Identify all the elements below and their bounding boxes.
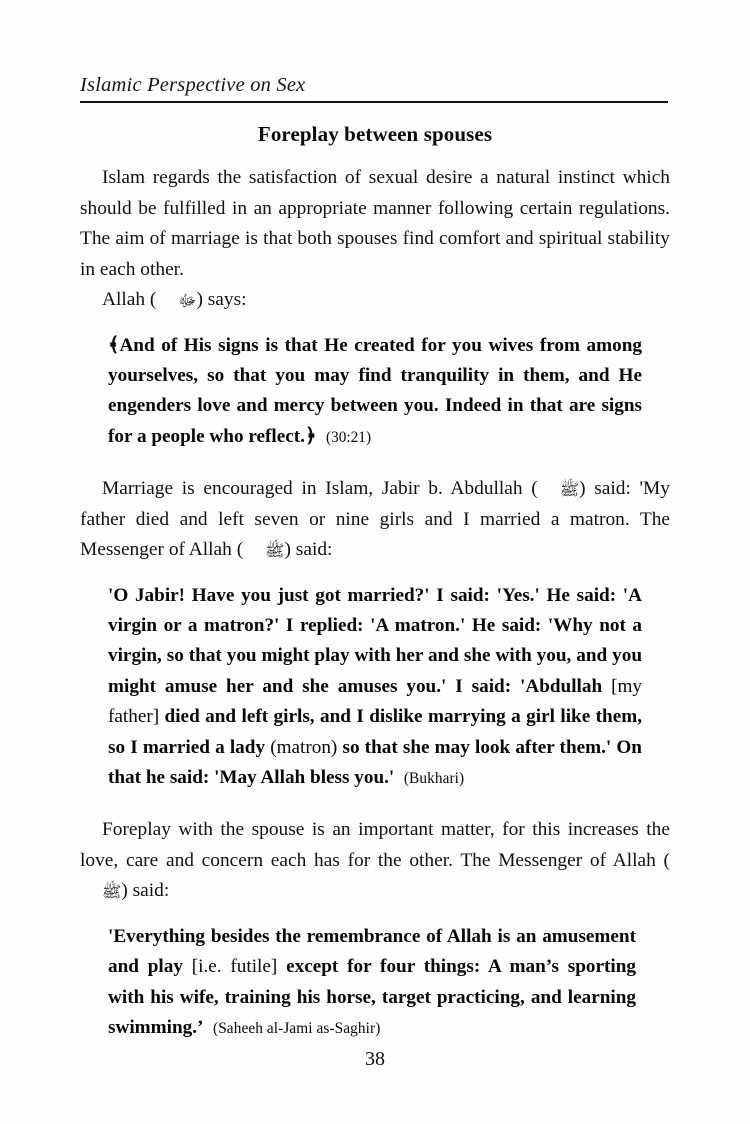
spacer: [80, 566, 670, 581]
marriage-text-c: ) said:: [284, 539, 333, 561]
marriage-text-a: Marriage is encouraged in Islam, Jabir b. Abdullah (: [102, 478, 538, 500]
radiyallahu-anhu-icon: ﷺ: [559, 480, 580, 500]
hadith-jabir-part-3: so that she may look after them.' On that he said: 'May Allah bless you.': [108, 736, 642, 789]
marriage-text-b: ) said: 'My father died and left seven or nine girls and I married a matron. The Messenger of Allah (: [80, 478, 670, 561]
spacer: [80, 794, 670, 815]
hadith-jabir-bracket-1: [my father]: [108, 675, 642, 728]
hadith-jabir-citation: (Bukhari): [403, 770, 465, 788]
hadith-remembrance-bracket-1: [i.e. futile]: [191, 956, 278, 978]
quote-quran-citation: (30:21): [326, 428, 372, 446]
quote-hadith-remembrance: [80, 922, 636, 1045]
hadith-remembrance-part-1: 'Everything besides the remembrance of Allah is an amusement and play: [108, 925, 636, 978]
page-number: 38: [365, 1048, 385, 1070]
sallallahu-alayhi-wasallam-icon: ﷺ: [265, 541, 285, 561]
quote-hadith-jabir: [80, 581, 642, 795]
allah-says-suffix: ) says:: [196, 289, 247, 310]
header-rule-divider: [80, 101, 668, 103]
sallallahu-alayhi-wasallam-icon: ﷺ: [102, 882, 122, 902]
running-header-title: Islamic Perspective on Sex: [80, 74, 306, 96]
paragraph-foreplay-importance: [80, 815, 670, 907]
hadith-jabir-bracket-2: (matron): [270, 736, 338, 758]
foreplay-text-b: ) said:: [121, 880, 170, 902]
hadith-jabir-part-2: died and left girls, and I dislike marrying a girl like them, so I married a lady: [108, 706, 642, 758]
page-content: [80, 122, 670, 1045]
quote-quran-30-21: [80, 331, 642, 454]
quote-quran-text: And of His signs is that He created for you wives from among yourselves, so that you may find tranquility in them, and He engenders love and mercy between you. Indeed in that are signs for a people who reflect.: [108, 334, 642, 447]
paragraph-allah-says: [80, 285, 670, 316]
paragraph-intro: [80, 163, 670, 285]
jalla-jalaluhu-icon: ﷻ: [178, 291, 197, 310]
paragraph-intro-text: Islam regards the satisfaction of sexual desire a natural instinct which should be fulfilled in an appropriate manner following certain regulations. The aim of marriage is that both spouses find comfort and spiritual stability in each other.: [80, 167, 670, 280]
foreplay-text-a: Foreplay with the spouse is an important matter, for this increases the love, care and concern each has for the other. The Messenger of Allah (: [80, 819, 670, 871]
quran-close-ornament-icon: ﴿: [304, 425, 317, 447]
spacer: [80, 907, 670, 922]
running-header: [80, 74, 668, 97]
allah-says-prefix: Allah (: [102, 289, 157, 310]
spacer: [80, 453, 670, 474]
hadith-remembrance-citation: (Saheeh al-Jami as-Saghir): [213, 1020, 381, 1038]
section-title: Foreplay between spouses: [257, 122, 493, 146]
quran-open-ornament-icon: ﴾: [108, 334, 120, 356]
hadith-remembrance-part-2: except for four things: A man’s sporting with his wife, training his horse, target practicing, and learning swimming.’: [108, 956, 636, 1039]
spacer: [80, 316, 670, 331]
hadith-jabir-part-1: 'O Jabir! Have you just got married?' I said: 'Yes.' He said: 'A virgin or a matron?' I replied: 'A matron.' He said: 'Why not a virgin, so that you might play with her and she with you, and you might amuse her and she amuses you.' I said: 'Abdullah: [108, 584, 642, 697]
paragraph-marriage-encouraged: [80, 474, 670, 566]
